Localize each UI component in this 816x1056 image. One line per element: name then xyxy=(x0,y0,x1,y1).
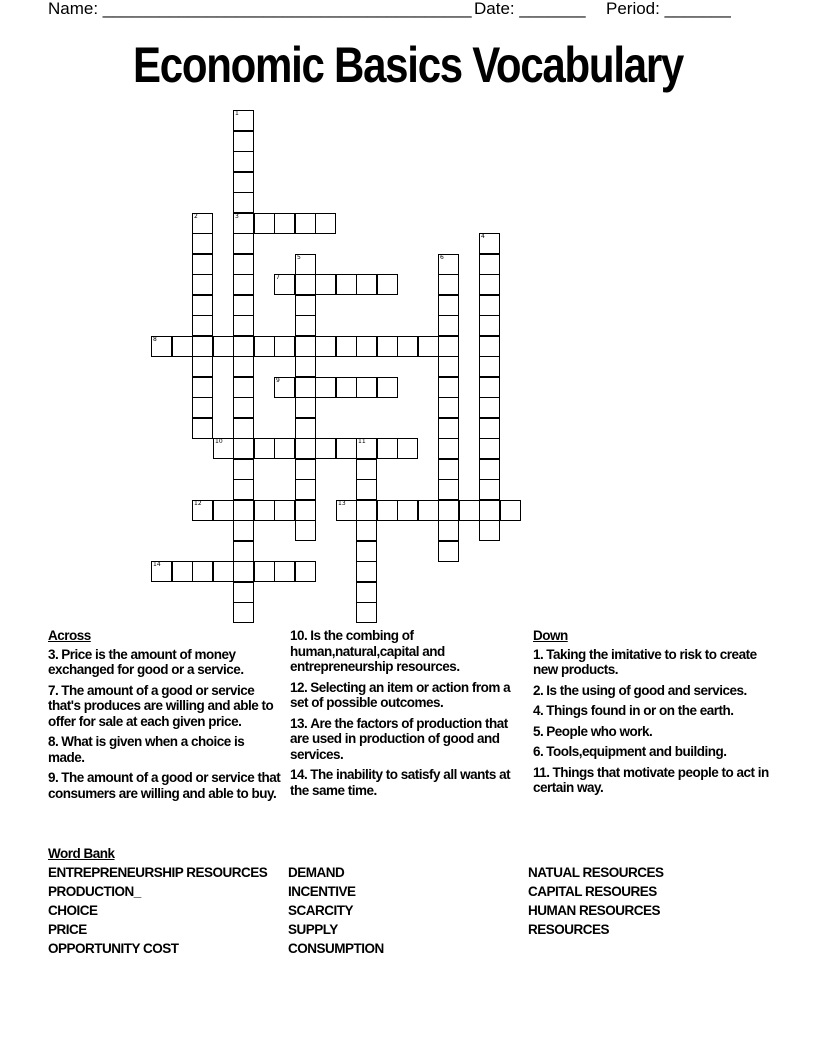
down-clue: 2. Is the using of good and services. xyxy=(533,682,747,698)
word-bank xyxy=(48,844,768,956)
crossword-cell[interactable] xyxy=(192,295,213,316)
crossword-cell[interactable] xyxy=(274,561,295,582)
crossword-cell[interactable] xyxy=(295,274,316,295)
crossword-cell[interactable] xyxy=(172,336,193,357)
crossword-cell[interactable] xyxy=(438,418,459,439)
crossword-cell[interactable] xyxy=(254,500,275,521)
crossword-cell[interactable] xyxy=(336,438,357,459)
crossword-cell[interactable] xyxy=(295,418,316,439)
word-bank-heading: Word Bank xyxy=(48,846,115,861)
word-bank-column-3 xyxy=(528,863,768,939)
crossword-cell[interactable] xyxy=(295,459,316,480)
crossword-cell[interactable] xyxy=(233,172,254,193)
crossword-cell[interactable] xyxy=(233,377,254,398)
crossword-cell[interactable] xyxy=(233,438,254,459)
crossword-cell[interactable] xyxy=(151,561,172,582)
crossword-cell[interactable] xyxy=(295,397,316,418)
crossword-cell[interactable] xyxy=(213,438,234,459)
crossword-cell[interactable] xyxy=(233,233,254,254)
crossword-cell[interactable] xyxy=(418,500,439,521)
crossword-cell[interactable] xyxy=(295,254,316,275)
crossword-cell[interactable] xyxy=(233,582,254,603)
crossword-cell[interactable] xyxy=(356,274,377,295)
crossword-cell[interactable] xyxy=(479,500,500,521)
crossword-cell[interactable] xyxy=(500,500,521,521)
crossword-cell[interactable] xyxy=(356,459,377,480)
word-bank-item: SUPPLY xyxy=(288,922,338,937)
crossword-cell[interactable] xyxy=(233,561,254,582)
crossword-cell[interactable] xyxy=(233,479,254,500)
word-bank-item: CAPITAL RESOURES xyxy=(528,884,657,899)
crossword-cell[interactable] xyxy=(254,438,275,459)
crossword-cell[interactable] xyxy=(192,356,213,377)
crossword-cell[interactable] xyxy=(295,356,316,377)
crossword-cell[interactable] xyxy=(192,254,213,275)
clue-number: 6 xyxy=(440,254,444,261)
crossword-cell[interactable] xyxy=(295,295,316,316)
crossword-cell[interactable] xyxy=(254,336,275,357)
crossword-cell[interactable] xyxy=(377,377,398,398)
crossword-cell[interactable] xyxy=(397,438,418,459)
crossword-cell[interactable] xyxy=(356,582,377,603)
crossword-cell[interactable] xyxy=(356,520,377,541)
word-bank-column-2 xyxy=(288,863,528,958)
crossword-cell[interactable] xyxy=(233,315,254,336)
crossword-cell[interactable] xyxy=(213,500,234,521)
word-bank-item: NATUAL RESOURCES xyxy=(528,865,664,880)
across-clues-column-1 xyxy=(48,628,284,806)
down-clue: 5. People who work. xyxy=(533,723,653,739)
word-bank-column-1 xyxy=(48,863,288,958)
crossword-cell[interactable] xyxy=(479,233,500,254)
crossword-cell[interactable] xyxy=(438,377,459,398)
clue-number: 14 xyxy=(153,561,161,568)
clue-number: 7 xyxy=(276,274,280,281)
crossword-cell[interactable] xyxy=(377,500,398,521)
crossword-cell[interactable] xyxy=(233,131,254,152)
crossword-cell[interactable] xyxy=(315,377,336,398)
crossword-cell[interactable] xyxy=(438,315,459,336)
crossword-cell[interactable] xyxy=(274,438,295,459)
crossword-cell[interactable] xyxy=(233,418,254,439)
crossword-cell[interactable] xyxy=(356,602,377,623)
crossword-cell[interactable] xyxy=(192,336,213,357)
crossword-cell[interactable] xyxy=(479,295,500,316)
crossword-cell[interactable] xyxy=(438,520,459,541)
crossword-cell[interactable] xyxy=(233,110,254,131)
crossword-cell[interactable] xyxy=(233,459,254,480)
across-clues-column-2 xyxy=(290,628,526,803)
crossword-cell[interactable] xyxy=(479,479,500,500)
date-line[interactable]: Date: _______ xyxy=(474,0,586,18)
crossword-cell[interactable] xyxy=(192,213,213,234)
crossword-cell[interactable] xyxy=(295,520,316,541)
crossword-cell[interactable] xyxy=(315,213,336,234)
crossword-cell[interactable] xyxy=(479,274,500,295)
crossword-cell[interactable] xyxy=(192,233,213,254)
crossword-cell[interactable] xyxy=(479,336,500,357)
crossword-cell[interactable] xyxy=(397,500,418,521)
page-title: Economic Basics Vocabulary xyxy=(132,37,684,93)
crossword-cell[interactable] xyxy=(479,438,500,459)
word-bank-item: CHOICE xyxy=(48,903,98,918)
crossword-cell[interactable] xyxy=(336,274,357,295)
down-clue: 11. Things that motivate people to act in certain way. xyxy=(533,764,769,795)
crossword-cell[interactable] xyxy=(377,438,398,459)
crossword-cell[interactable] xyxy=(274,336,295,357)
across-clue: 10. Is the combing of human,natural,capital and entrepreneurship resources. xyxy=(290,628,460,674)
crossword-cell[interactable] xyxy=(192,377,213,398)
crossword-cell[interactable] xyxy=(356,541,377,562)
crossword-cell[interactable] xyxy=(356,377,377,398)
crossword-cell[interactable] xyxy=(438,500,459,521)
crossword-cell[interactable] xyxy=(479,254,500,275)
word-bank-item: RESOURCES xyxy=(528,922,610,937)
crossword-cell[interactable] xyxy=(274,213,295,234)
crossword-cell[interactable] xyxy=(315,336,336,357)
crossword-cell[interactable] xyxy=(254,213,275,234)
crossword-cell[interactable] xyxy=(356,336,377,357)
clue-number: 5 xyxy=(297,254,301,261)
crossword-cell[interactable] xyxy=(192,500,213,521)
crossword-cell[interactable] xyxy=(459,500,480,521)
crossword-cell[interactable] xyxy=(377,336,398,357)
word-bank-item: HUMAN RESOURCES xyxy=(528,903,661,918)
across-clue: 13. Are the factors of production that are used in production of good and services. xyxy=(290,715,508,762)
across-clue: 14. The inability to satisfy all wants at the same time. xyxy=(290,767,511,798)
crossword-cell[interactable] xyxy=(295,500,316,521)
word-bank-item: PRICE xyxy=(48,922,87,937)
crossword-cell[interactable] xyxy=(233,254,254,275)
crossword-cell[interactable] xyxy=(213,336,234,357)
across-clue: 7. The amount of a good or service that's produces are willing and able to offer for sale at each given price. xyxy=(48,682,274,729)
crossword-cell[interactable] xyxy=(233,192,254,213)
clue-number: 8 xyxy=(153,336,157,343)
clue-number: 1 xyxy=(235,110,239,117)
crossword-cell[interactable] xyxy=(479,356,500,377)
name-line[interactable]: Name: _______________________________________ xyxy=(48,0,472,18)
word-bank-item: CONSUMPTION xyxy=(288,941,384,956)
clue-number: 9 xyxy=(276,377,280,384)
crossword-cell[interactable] xyxy=(479,459,500,480)
word-bank-item: INCENTIVE xyxy=(288,884,356,899)
crossword-cell[interactable] xyxy=(213,561,234,582)
crossword-cell[interactable] xyxy=(274,500,295,521)
crossword-cell[interactable] xyxy=(274,274,295,295)
crossword-cell[interactable] xyxy=(295,315,316,336)
crossword-cell[interactable] xyxy=(356,561,377,582)
crossword-cell[interactable] xyxy=(397,336,418,357)
crossword-cell[interactable] xyxy=(356,500,377,521)
crossword-cell[interactable] xyxy=(233,500,254,521)
crossword-cell[interactable] xyxy=(377,274,398,295)
crossword-cell[interactable] xyxy=(438,459,459,480)
word-bank-item: ENTREPRENEURSHIP RESOURCES xyxy=(48,865,268,880)
crossword-cell[interactable] xyxy=(192,397,213,418)
crossword-cell[interactable] xyxy=(151,336,172,357)
crossword-cell[interactable] xyxy=(192,315,213,336)
clue-number: 13 xyxy=(338,500,346,507)
crossword-cell[interactable] xyxy=(233,213,254,234)
crossword-cell[interactable] xyxy=(172,561,193,582)
crossword-cell[interactable] xyxy=(233,602,254,623)
down-heading: Down xyxy=(533,628,568,643)
across-clue: 8. What is given when a choice is made. xyxy=(48,734,245,765)
crossword-cell[interactable] xyxy=(438,541,459,562)
period-line[interactable]: Period: _______ xyxy=(606,0,731,18)
crossword-cell[interactable] xyxy=(295,561,316,582)
clue-number: 2 xyxy=(194,213,198,220)
across-clue: 3. Price is the amount of money exchanged for good or a service. xyxy=(48,646,244,677)
crossword-cell[interactable] xyxy=(295,213,316,234)
crossword-cell[interactable] xyxy=(356,479,377,500)
crossword-cell[interactable] xyxy=(418,336,439,357)
crossword-cell[interactable] xyxy=(438,438,459,459)
crossword-cell[interactable] xyxy=(438,254,459,275)
crossword-cell[interactable] xyxy=(233,397,254,418)
crossword-cell[interactable] xyxy=(295,479,316,500)
crossword-cell[interactable] xyxy=(295,336,316,357)
crossword-cell[interactable] xyxy=(254,561,275,582)
crossword-cell[interactable] xyxy=(479,418,500,439)
crossword-cell[interactable] xyxy=(336,500,357,521)
crossword-cell[interactable] xyxy=(233,356,254,377)
crossword-cell[interactable] xyxy=(233,520,254,541)
word-bank-item: SCARCITY xyxy=(288,903,354,918)
crossword-cell[interactable] xyxy=(479,397,500,418)
clue-number: 4 xyxy=(481,233,485,240)
crossword-cell[interactable] xyxy=(479,520,500,541)
clue-number: 11 xyxy=(358,438,366,445)
crossword-cell[interactable] xyxy=(233,541,254,562)
crossword-cell[interactable] xyxy=(295,438,316,459)
crossword-cell[interactable] xyxy=(438,274,459,295)
down-clue: 4. Things found in or on the earth. xyxy=(533,703,734,718)
crossword-cell[interactable] xyxy=(438,295,459,316)
crossword-cell[interactable] xyxy=(479,315,500,336)
crossword-cell[interactable] xyxy=(356,438,377,459)
crossword-cell[interactable] xyxy=(438,397,459,418)
crossword-cell[interactable] xyxy=(274,377,295,398)
crossword-cell[interactable] xyxy=(336,336,357,357)
crossword-cell[interactable] xyxy=(315,274,336,295)
down-clues-column xyxy=(533,628,769,801)
word-bank-item: DEMAND xyxy=(288,865,345,880)
word-bank-item: PRODUCTION_ xyxy=(48,884,141,899)
down-clue: 1. Taking the imitative to risk to create new products. xyxy=(533,646,757,677)
down-clue: 6. Tools,equipment and building. xyxy=(533,744,727,759)
clue-number: 10 xyxy=(215,438,223,445)
crossword-cell[interactable] xyxy=(233,151,254,172)
crossword-cell[interactable] xyxy=(192,561,213,582)
crossword-cell[interactable] xyxy=(438,356,459,377)
crossword-cell[interactable] xyxy=(438,479,459,500)
crossword-cell[interactable] xyxy=(479,377,500,398)
across-clue: 12. Selecting an item or action from a set of possible outcomes. xyxy=(290,679,511,710)
crossword-cell[interactable] xyxy=(315,438,336,459)
across-clue: 9. The amount of a good or service that consumers are willing and able to buy. xyxy=(48,770,281,801)
crossword-cell[interactable] xyxy=(295,377,316,398)
clue-number: 3 xyxy=(235,213,239,220)
word-bank-item: OPPORTUNITY COST xyxy=(48,941,179,956)
crossword-cell[interactable] xyxy=(438,336,459,357)
crossword-cell[interactable] xyxy=(233,336,254,357)
across-heading: Across xyxy=(48,628,91,643)
crossword-cell[interactable] xyxy=(233,274,254,295)
clue-number: 12 xyxy=(194,500,202,507)
crossword-cell[interactable] xyxy=(192,418,213,439)
crossword-cell[interactable] xyxy=(233,295,254,316)
crossword-cell[interactable] xyxy=(192,274,213,295)
crossword-cell[interactable] xyxy=(336,377,357,398)
